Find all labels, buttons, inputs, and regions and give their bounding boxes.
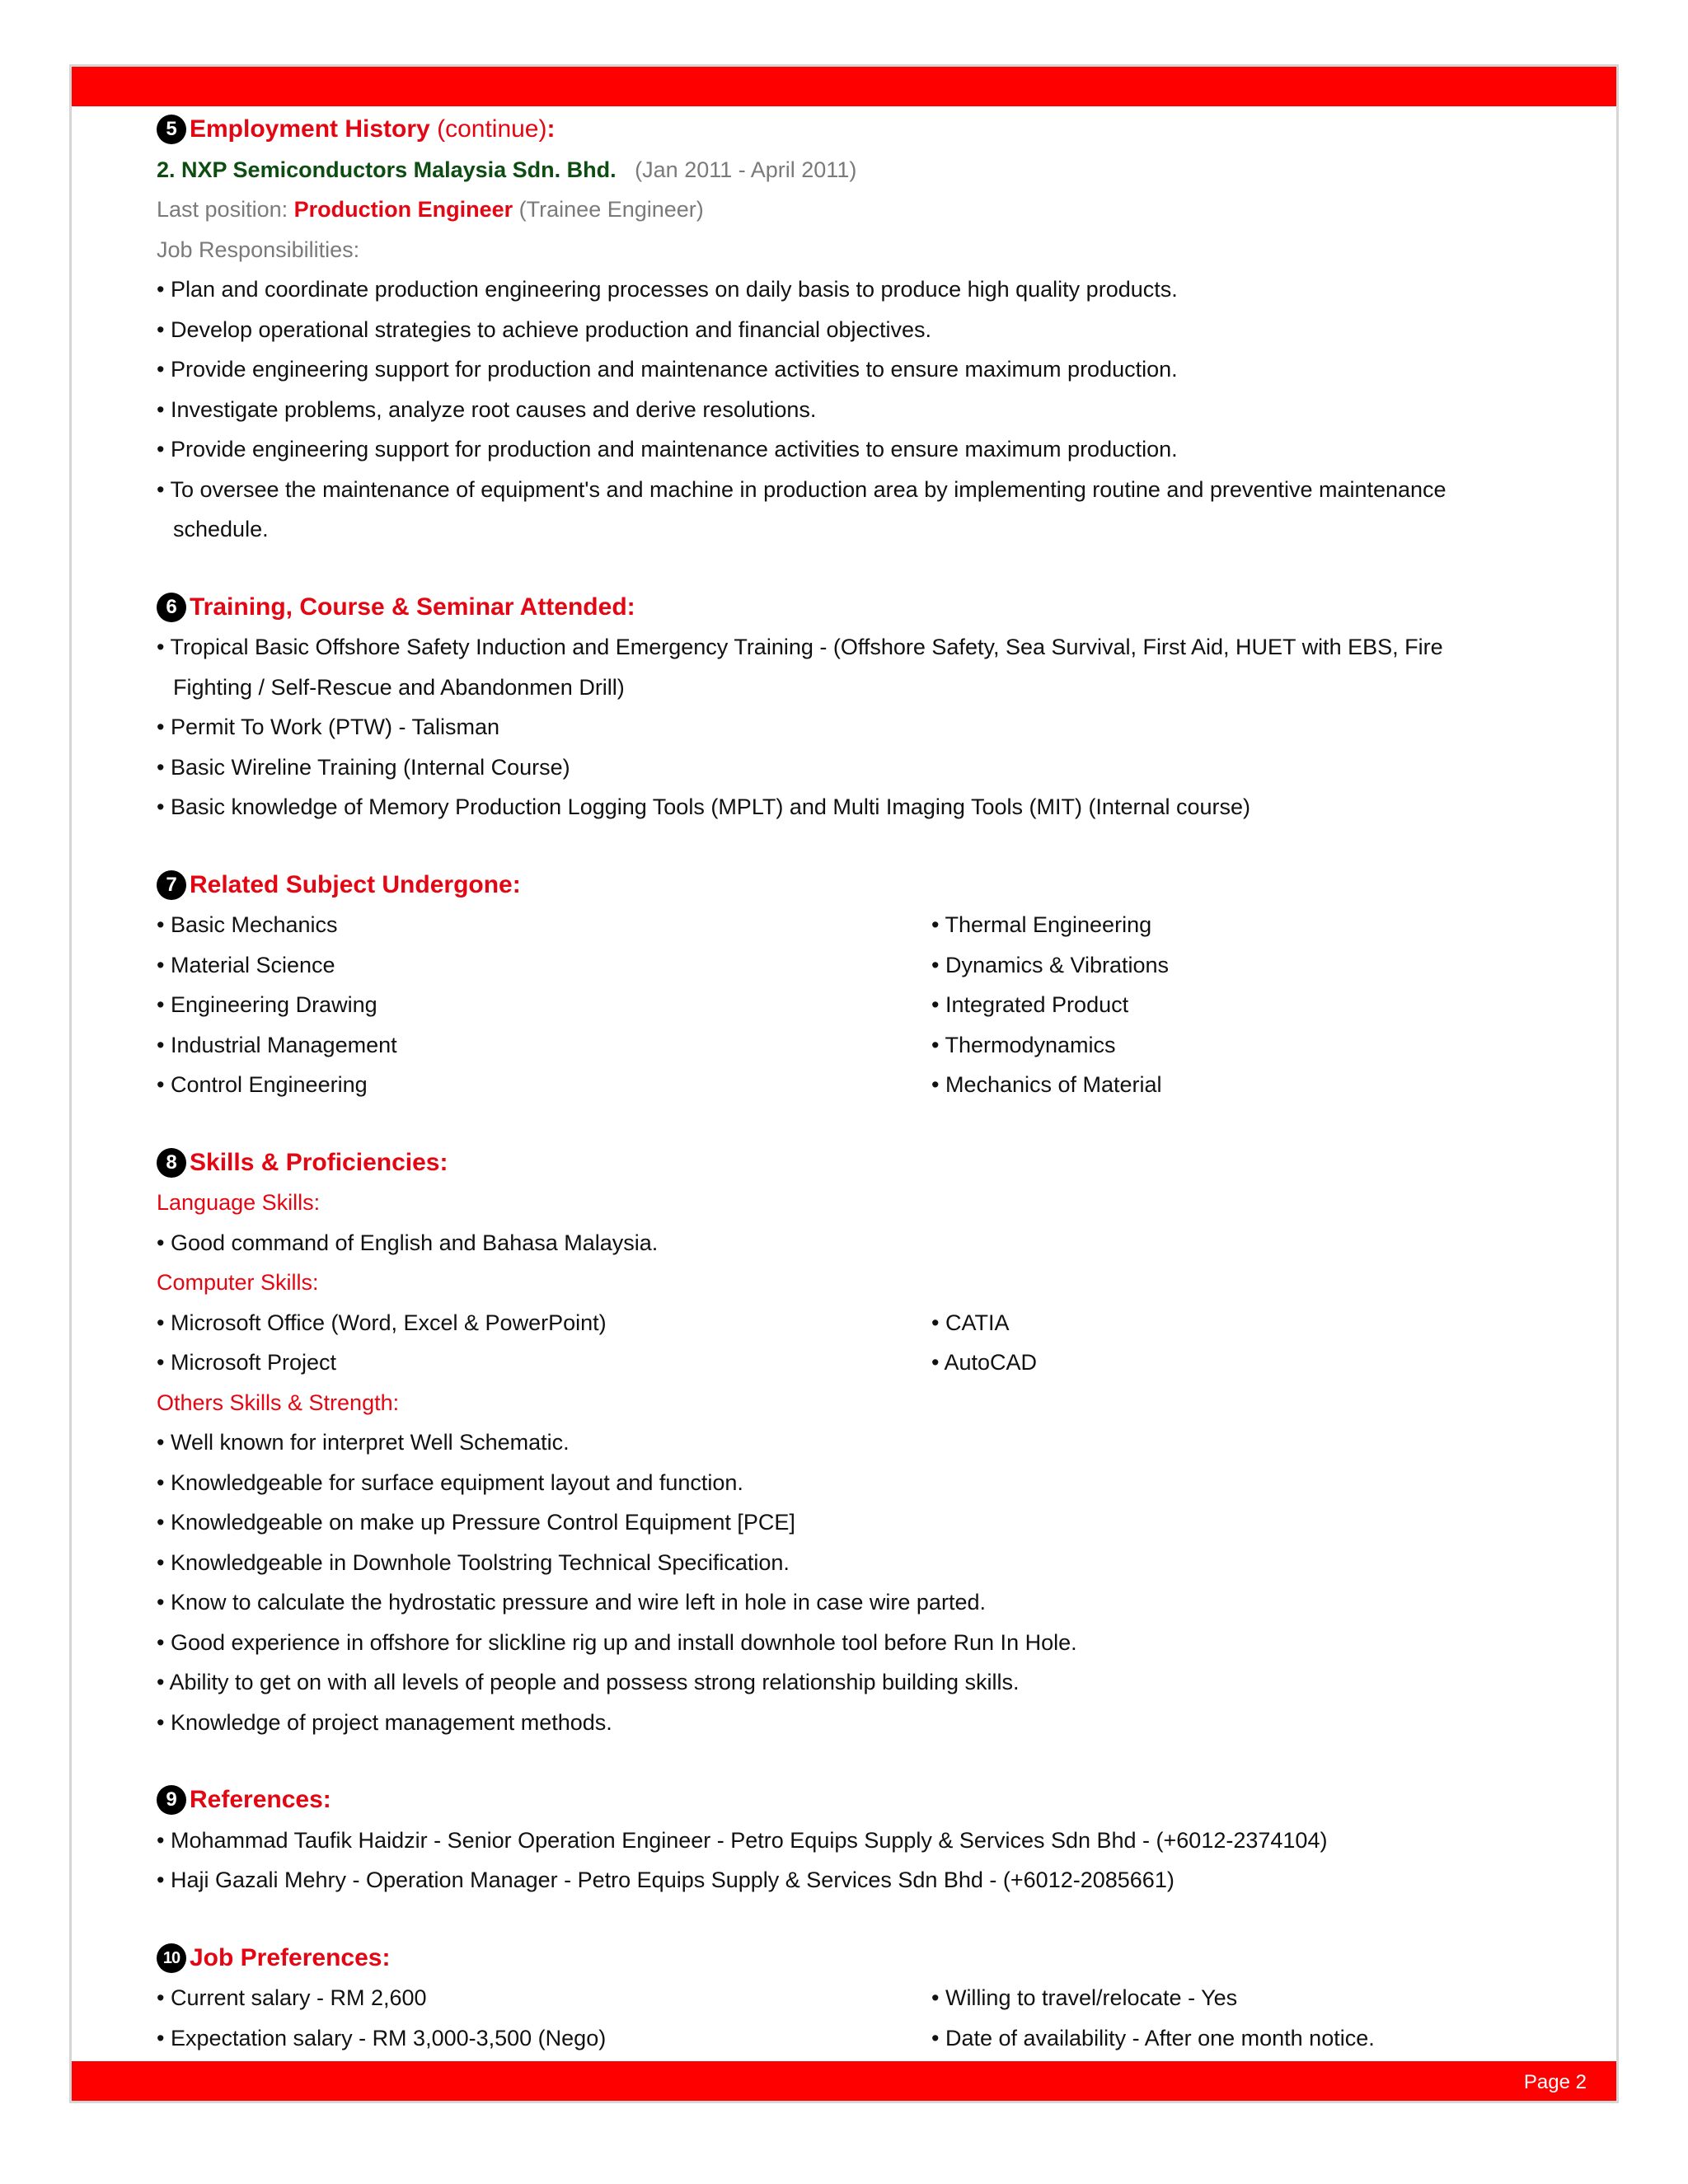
employment-heading xyxy=(157,110,1558,150)
header-bar xyxy=(72,67,1616,106)
computer-skills-left xyxy=(157,1303,931,1383)
list-item: • Basic knowledge of Memory Production Logging Tools (MPLT) and Multi Imaging Tools (MIT) (Internal course) xyxy=(157,794,1251,819)
list-item: • To oversee the maintenance of equipment's and machine in production area by implementing routine and preventive maintenance xyxy=(157,476,1447,502)
list-item: • Good experience in offshore for slickline rig up and install downhole tool before Run In Hole. xyxy=(157,1629,1077,1655)
list-item: • Engineering Drawing xyxy=(157,992,377,1017)
list-item: • Material Science xyxy=(157,952,335,977)
footer-bar xyxy=(72,2061,1616,2101)
list-item-continuation: Fighting / Self-Rescue and Abandonmen Drill) xyxy=(173,674,625,700)
list-item: • Investigate problems, analyze root causes and derive resolutions. xyxy=(157,396,817,422)
section-number-8: 8 xyxy=(157,1148,186,1178)
training-heading xyxy=(157,588,1558,628)
list-item: • Tropical Basic Offshore Safety Induction and Emergency Training - (Offshore Safety, Sea Survival, First Aid, HUET with EBS, Fire xyxy=(157,635,1443,659)
subjects-columns xyxy=(157,905,1558,1105)
section-number-10: 10 xyxy=(157,1943,186,1973)
subjects-heading xyxy=(157,865,1558,906)
position-title: Production Engineer xyxy=(293,197,513,222)
computer-skills-columns xyxy=(157,1303,1558,1383)
list-item: • Thermal Engineering xyxy=(931,912,1152,937)
employment-title-suffix: (continue) xyxy=(437,115,547,143)
subjects-right-column xyxy=(931,905,1558,1105)
subjects-title: Related Subject Undergone: xyxy=(190,870,521,898)
list-item: • Plan and coordinate production engineering processes on daily basis to produce high quality products. xyxy=(157,277,1178,302)
page-number: Page 2 xyxy=(1523,2071,1587,2093)
position-label: Last position: xyxy=(157,197,288,222)
list-item: • Basic Mechanics xyxy=(157,912,338,937)
list-item: • Control Engineering xyxy=(157,1072,368,1097)
section-number-7: 7 xyxy=(157,870,186,900)
list-item: • Knowledgeable for surface equipment layout and function. xyxy=(157,1469,743,1495)
list-item: • Date of availability - After one month notice. xyxy=(931,2025,1375,2050)
preferences-heading xyxy=(157,1938,1558,1979)
list-item: • Willing to travel/relocate - Yes xyxy=(931,1985,1238,2010)
references-title: References: xyxy=(190,1786,331,1813)
page-content xyxy=(157,110,1558,2058)
position-line xyxy=(157,190,1558,230)
skills-title: Skills & Proficiencies: xyxy=(190,1148,448,1176)
section-number-6: 6 xyxy=(157,593,186,622)
list-item: • Integrated Product xyxy=(931,992,1129,1017)
resume-page xyxy=(69,64,1619,2103)
list-item: • Develop operational strategies to achieve production and financial objectives. xyxy=(157,316,932,342)
list-item: • Good command of English and Bahasa Malaysia. xyxy=(157,1230,659,1255)
preferences-right xyxy=(931,1978,1558,2058)
list-item: • Know to calculate the hydrostatic pressure and wire left in hole in case wire parted. xyxy=(157,1590,986,1615)
position-note: (Trainee Engineer) xyxy=(518,197,704,222)
list-item: • Current salary - RM 2,600 xyxy=(157,1985,427,2010)
list-item: • Haji Gazali Mehry - Operation Manager - Petro Equips Supply & Services Sdn Bhd - (+6012-2085661) xyxy=(157,1868,1175,1892)
list-item: • Thermodynamics xyxy=(931,1032,1116,1057)
list-item: • Basic Wireline Training (Internal Course) xyxy=(157,754,570,780)
computer-skills-right xyxy=(931,1303,1558,1383)
training-title: Training, Course & Seminar Attended: xyxy=(190,593,635,621)
list-item: • Microsoft Office (Word, Excel & PowerPoint) xyxy=(157,1310,607,1335)
other-skills-label: Others Skills & Strength: xyxy=(157,1390,400,1415)
list-item-continuation: schedule. xyxy=(173,517,269,541)
list-item: • Dynamics & Vibrations xyxy=(931,952,1170,977)
employment-title: Employment History xyxy=(190,115,430,143)
computer-skills-label: Computer Skills: xyxy=(157,1270,319,1295)
preferences-columns xyxy=(157,1978,1558,2058)
preferences-left xyxy=(157,1978,931,2058)
list-item: • Industrial Management xyxy=(157,1032,397,1057)
list-item: • Provide engineering support for production and maintenance activities to ensure maximum production. xyxy=(157,437,1178,462)
section-number-5: 5 xyxy=(157,115,186,144)
list-item: • Permit To Work (PTW) - Talisman xyxy=(157,715,500,739)
skills-heading xyxy=(157,1143,1558,1183)
list-item: • AutoCAD xyxy=(931,1350,1038,1375)
list-item: • Provide engineering support for production and maintenance activities to ensure maximum production. xyxy=(157,357,1178,382)
employment-period: (Jan 2011 - April 2011) xyxy=(635,157,857,182)
responsibilities-label: Job Responsibilities: xyxy=(157,237,360,262)
preferences-title: Job Preferences: xyxy=(190,1943,391,1971)
list-item: • Mechanics of Material xyxy=(931,1072,1162,1097)
company-line xyxy=(157,150,1558,190)
company-name: 2. NXP Semiconductors Malaysia Sdn. Bhd. xyxy=(157,157,617,182)
list-item: • CATIA xyxy=(931,1310,1010,1335)
list-item: • Microsoft Project xyxy=(157,1350,337,1375)
section-number-9: 9 xyxy=(157,1785,186,1815)
subjects-left-column xyxy=(157,905,931,1105)
list-item: • Mohammad Taufik Haidzir - Senior Operation Engineer - Petro Equips Supply & Services Sdn Bhd - (+6012-2374104) xyxy=(157,1827,1328,1853)
list-item: • Well known for interpret Well Schematic. xyxy=(157,1430,570,1455)
list-item: • Ability to get on with all levels of people and possess strong relationship building skills. xyxy=(157,1670,1020,1694)
list-item: • Knowledge of project management methods. xyxy=(157,1709,612,1735)
list-item: • Expectation salary - RM 3,000-3,500 (Nego) xyxy=(157,2025,607,2050)
list-item: • Knowledgeable in Downhole Toolstring Technical Specification. xyxy=(157,1549,790,1575)
language-skills-label: Language Skills: xyxy=(157,1190,321,1215)
references-heading xyxy=(157,1780,1558,1821)
list-item: • Knowledgeable on make up Pressure Control Equipment [PCE] xyxy=(157,1510,795,1535)
employment-title-colon: : xyxy=(546,115,556,143)
